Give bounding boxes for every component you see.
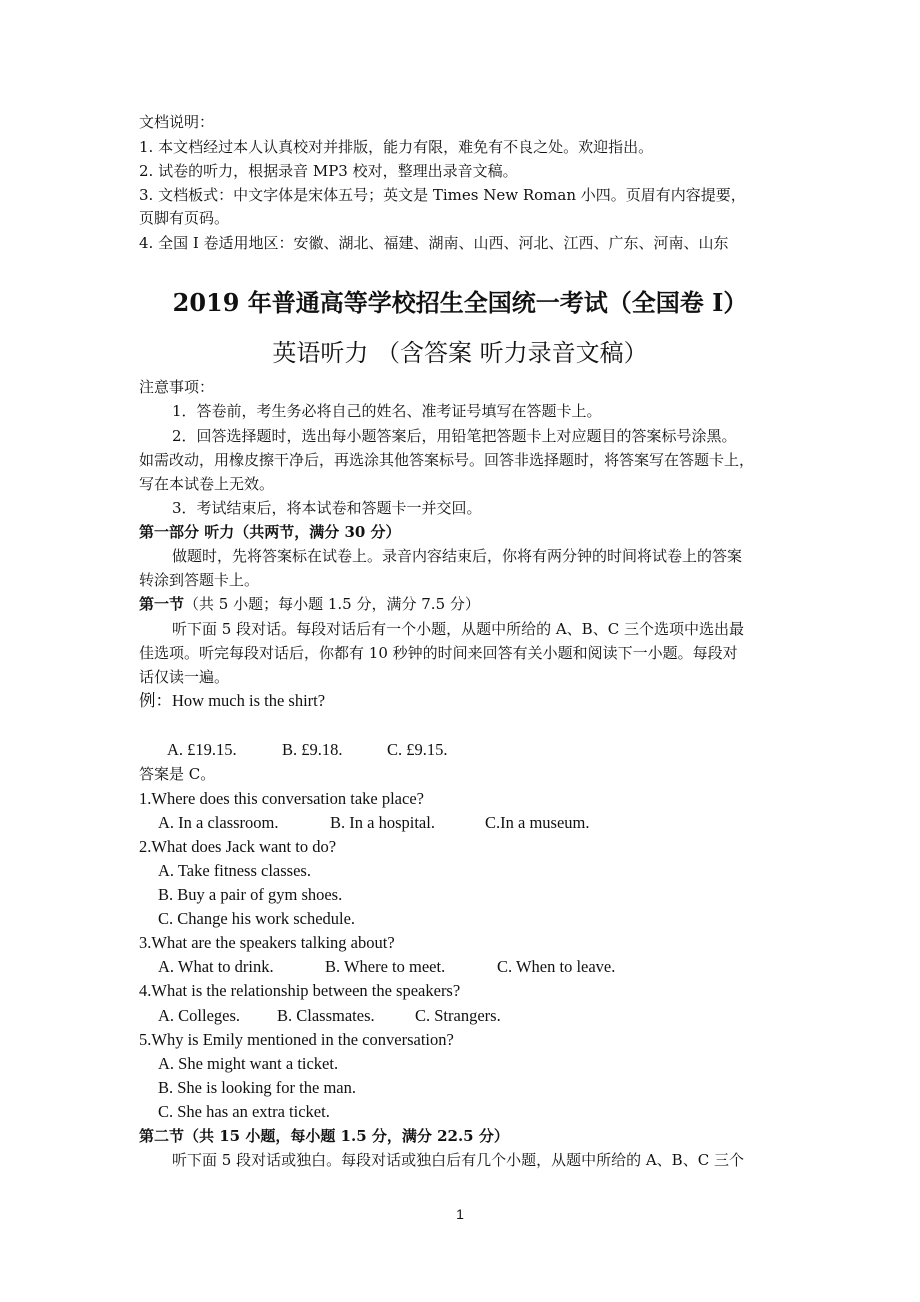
section1-intro: 听下面 5 段对话。每段对话后有一个小题，从题中所给的 A、B、C 三个选项中选出最 xyxy=(172,620,744,638)
option: A. What to drink. xyxy=(158,957,274,976)
question: 2.What does Jack want to do? xyxy=(139,837,337,856)
option: B. In a hospital. xyxy=(330,813,435,832)
option: C. Change his work schedule. xyxy=(158,909,356,928)
page-number: 1 xyxy=(456,1206,464,1222)
option: A. In a classroom. xyxy=(158,813,279,832)
question: 5.Why is Emily mentioned in the conversation? xyxy=(139,1030,454,1049)
notice-line: 3．考试结束后，将本试卷和答题卡一并交回。 xyxy=(172,499,482,517)
question: 3.What are the speakers talking about? xyxy=(139,933,395,952)
option: A. Colleges. xyxy=(158,1006,241,1025)
notice-line: 1．答卷前，考生务必将自己的姓名、准考证号填写在答题卡上。 xyxy=(172,402,602,420)
page-subtitle: 英语听力 （含答案 听力录音文稿） xyxy=(272,339,648,367)
question: 4.What is the relationship between the speakers? xyxy=(139,981,461,1000)
doc-note-heading: 文档说明： xyxy=(139,113,215,131)
example-question: 例：How much is the shirt? xyxy=(139,691,326,710)
option: C.In a museum. xyxy=(485,813,590,832)
example-option: C. £9.15. xyxy=(387,740,448,759)
option: B. Where to meet. xyxy=(325,957,446,976)
page-title: 2019 年普通高等学校招生全国统一考试（全国卷 I） xyxy=(172,288,748,317)
example-answer: 答案是 C。 xyxy=(139,765,216,783)
option: B. Buy a pair of gym shoes. xyxy=(158,885,343,904)
doc-note-item: 2. 试卷的听力，根据录音 MP3 校对，整理出录音文稿。 xyxy=(139,162,518,180)
part1-intro: 转涂到答题卡上。 xyxy=(139,571,260,589)
option: A. Take fitness classes. xyxy=(158,861,311,880)
doc-note-item: 1. 本文档经过本人认真校对并排版，能力有限，难免有不良之处。欢迎指出。 xyxy=(139,138,654,156)
section2-heading: 第二节（共 15 小题，每小题 1.5 分，满分 22.5 分） xyxy=(139,1127,509,1145)
doc-note-item: 4. 全国 I 卷适用地区：安徽、湖北、福建、湖南、山西、河北、江西、广东、河南、山东 xyxy=(139,234,729,252)
section1-heading-rest: （共 5 小题；每小题 1.5 分，满分 7.5 分） xyxy=(184,595,480,613)
notice-line: 写在本试卷上无效。 xyxy=(139,475,275,493)
question: 1.Where does this conversation take place? xyxy=(139,789,424,808)
notice-heading: 注意事项： xyxy=(139,378,215,396)
option: C. She has an extra ticket. xyxy=(158,1102,330,1121)
section1-heading xyxy=(139,594,480,614)
part1-intro: 做题时，先将答案标在试卷上。录音内容结束后，你将有两分钟的时间将试卷上的答案 xyxy=(172,547,743,565)
option: A. She might want a ticket. xyxy=(158,1054,339,1073)
notice-line: 如需改动，用橡皮擦干净后，再选涂其他答案标号。回答非选择题时，将答案写在答题卡上， xyxy=(139,451,755,469)
option: B. She is looking for the man. xyxy=(158,1078,356,1097)
doc-note-item: 3. 文档板式：中文字体是宋体五号；英文是 Times New Roman 小四。页眉有内容提要， xyxy=(139,186,746,204)
option: C. Strangers. xyxy=(415,1006,501,1025)
example-option: A. £19.15. xyxy=(167,740,237,759)
option: C. When to leave. xyxy=(497,957,616,976)
part1-heading: 第一部分 听力（共两节，满分 30 分） xyxy=(139,523,401,541)
doc-note-item: 页脚有页码。 xyxy=(139,209,230,227)
option: B. Classmates. xyxy=(277,1006,375,1025)
section1-intro: 话仅读一遍。 xyxy=(139,668,230,686)
section1-heading-bold: 第一节 xyxy=(139,595,185,613)
section1-intro: 佳选项。听完每段对话后，你都有 10 秒钟的时间来回答有关小题和阅读下一小题。每段对 xyxy=(139,644,738,662)
notice-line: 2．回答选择题时，选出每小题答案后，用铅笔把答题卡上对应题目的答案标号涂黑。 xyxy=(172,427,737,445)
section2-intro: 听下面 5 段对话或独白。每段对话或独白后有几个小题，从题中所给的 A、B、C 三个 xyxy=(172,1151,744,1169)
example-option: B. £9.18. xyxy=(282,740,343,759)
